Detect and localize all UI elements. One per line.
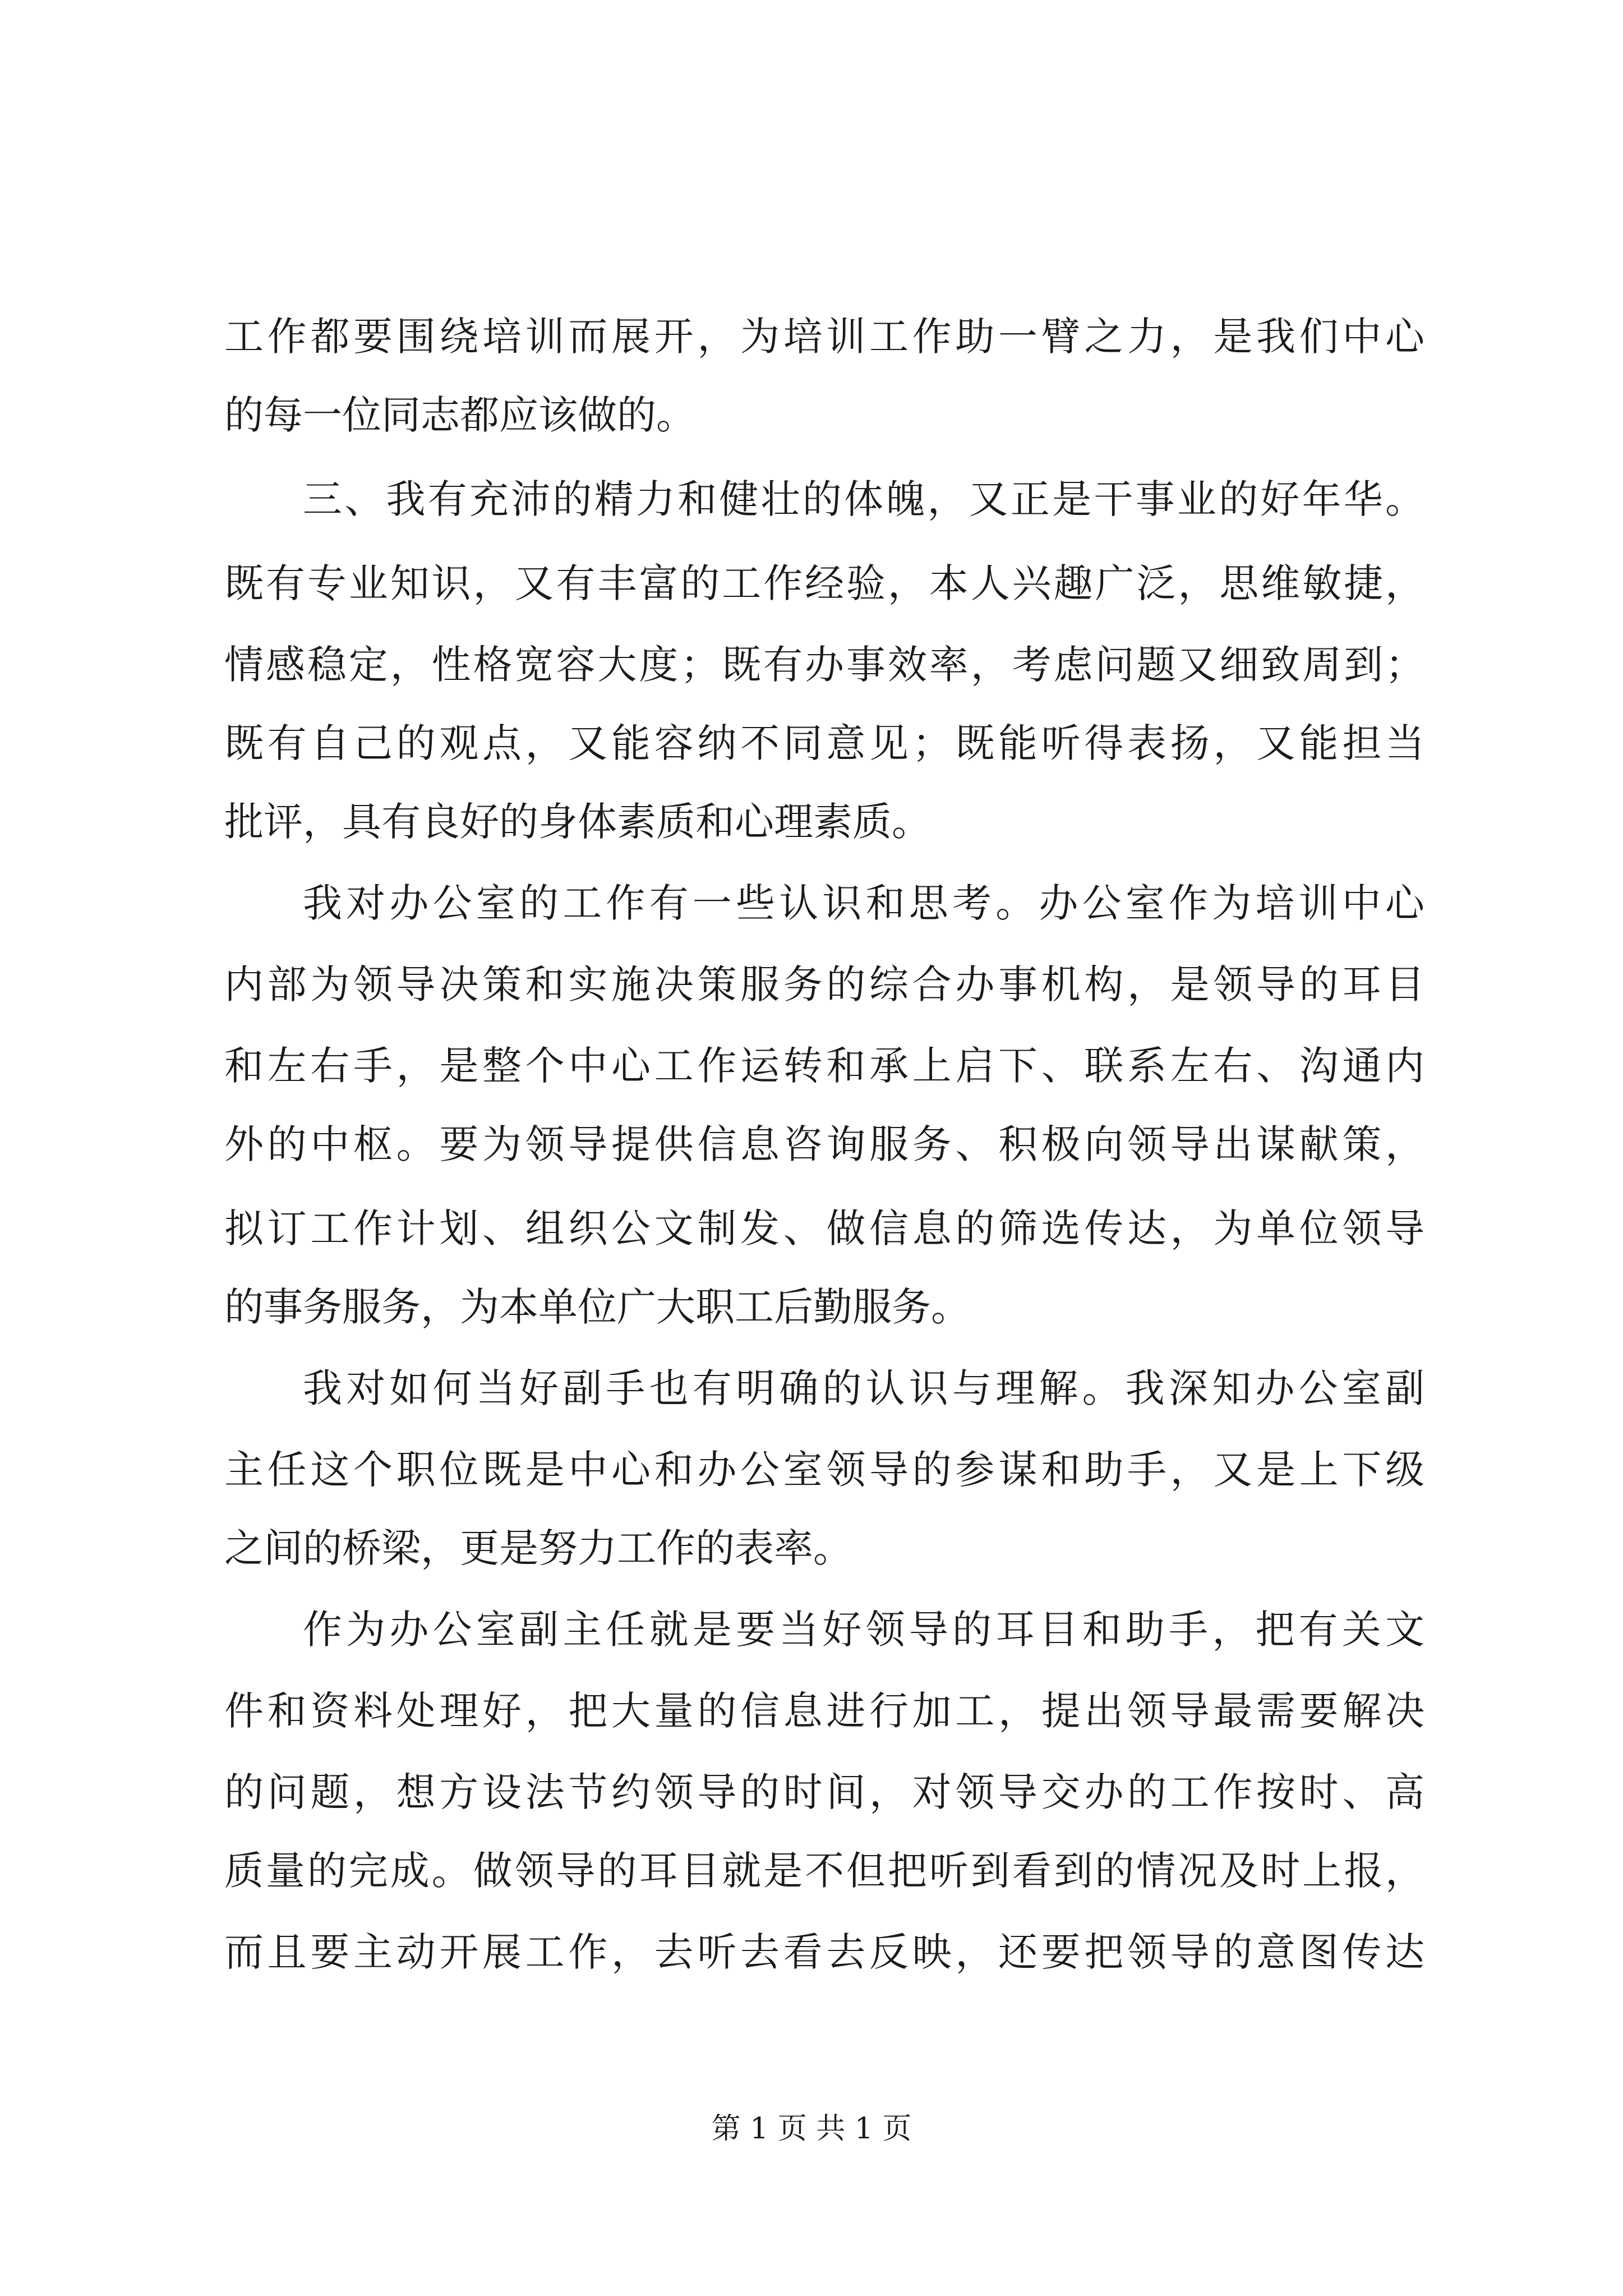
text-line-15: 主任这个职位既是中心和办公室领导的参谋和助手，又是上下级 — [224, 1447, 1424, 1493]
text-line-10: 和左右手，是整个中心工作运转和承上启下、联系左右、沟通内 — [224, 1043, 1424, 1089]
text-line-9: 内部为领导决策和实施决策服务的综合办事机构，是领导的耳目 — [224, 961, 1424, 1007]
text-line-11: 外的中枢。要为领导提供信息咨询服务、积极向领导出谋献策， — [224, 1121, 1424, 1167]
text-line-16: 之间的桥梁，更是努力工作的表率。 — [224, 1525, 852, 1571]
text-line-1: 工作都要围绕培训而展开，为培训工作助一臂之力，是我们中心 — [224, 314, 1424, 360]
text-line-12: 拟订工作计划、组织公文制发、做信息的筛选传达，为单位领导 — [224, 1205, 1424, 1251]
text-line-13: 的事务服务，为本单位广大职工后勤服务。 — [224, 1284, 970, 1330]
text-line-20: 质量的完成。做领导的耳目就是不但把听到看到的情况及时上报， — [224, 1848, 1424, 1894]
text-line-7: 批评，具有良好的身体素质和心理素质。 — [224, 799, 931, 845]
text-line-18: 件和资料处理好，把大量的信息进行加工，提出领导最需要解决 — [224, 1688, 1424, 1734]
text-line-5: 情感稳定，性格宽容大度；既有办事效率，考虑问题又细致周到； — [224, 642, 1424, 688]
text-line-8: 我对办公室的工作有一些认识和思考。办公室作为培训中心 — [303, 880, 1424, 926]
text-line-4: 既有专业知识，又有丰富的工作经验，本人兴趣广泛，思维敏捷， — [224, 560, 1424, 606]
page-footer: 第 1 页 共 1 页 — [711, 2112, 912, 2146]
text-line-3: 三、我有充沛的精力和健壮的体魄，又正是干事业的好年华。 — [303, 476, 1424, 522]
text-line-19: 的问题，想方设法节约领导的时间，对领导交办的工作按时、高 — [224, 1769, 1424, 1815]
text-line-17: 作为办公室副主任就是要当好领导的耳目和助手，把有关文 — [303, 1607, 1424, 1653]
text-line-2: 的每一位同志都应该做的。 — [224, 392, 695, 438]
text-line-21: 而且要主动开展工作，去听去看去反映，还要把领导的意图传达 — [224, 1929, 1424, 1975]
text-line-14: 我对如何当好副手也有明确的认识与理解。我深知办公室副 — [303, 1365, 1424, 1411]
text-line-6: 既有自己的观点，又能容纳不同意见；既能听得表扬，又能担当 — [224, 720, 1424, 766]
